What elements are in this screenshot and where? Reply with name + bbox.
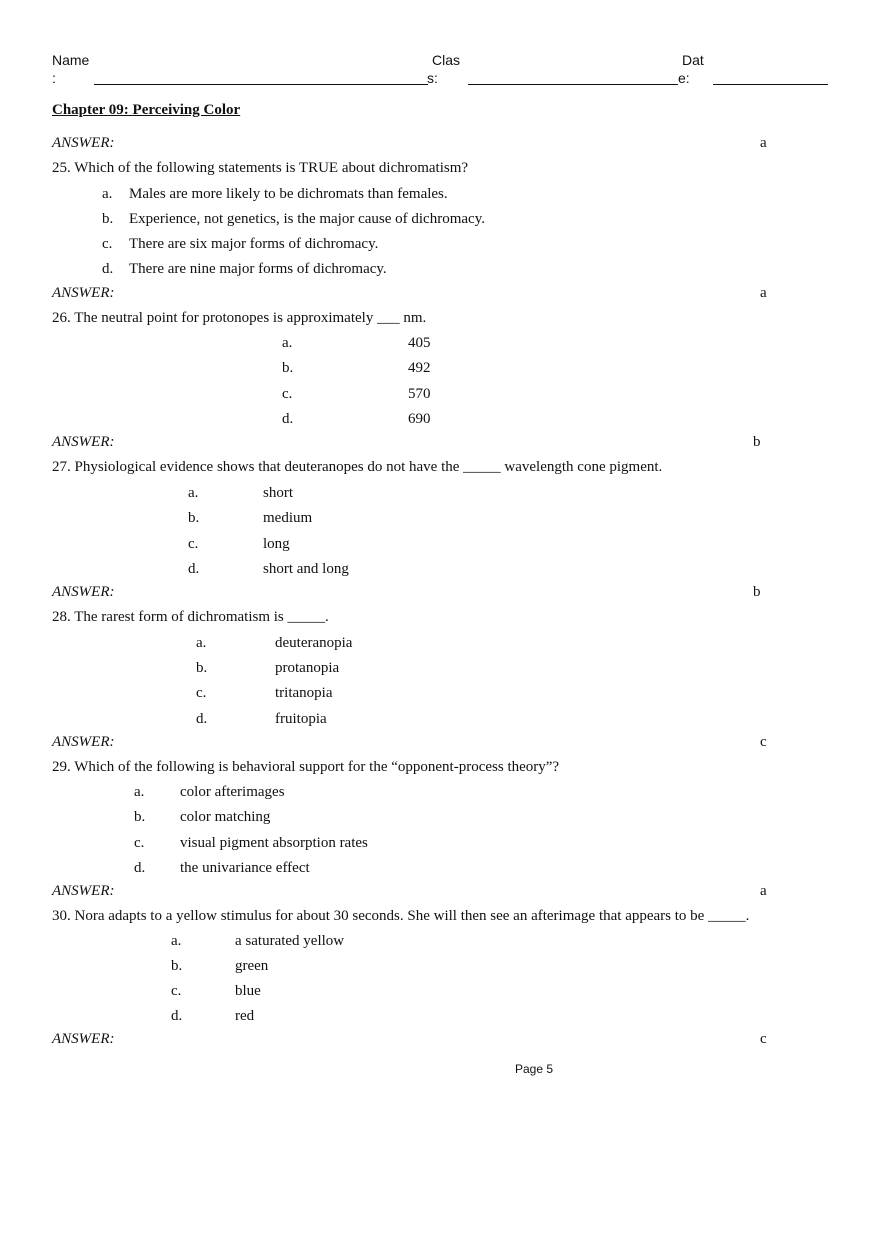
option-letter: d. bbox=[282, 411, 294, 427]
option-text: green bbox=[235, 958, 269, 974]
answer-value: c bbox=[760, 1031, 767, 1047]
option-text: short and long bbox=[263, 561, 349, 577]
answer-value: a bbox=[760, 883, 767, 899]
option-letter: c. bbox=[196, 685, 207, 701]
option-letter: c. bbox=[102, 236, 113, 252]
option-text: There are six major forms of dichromacy. bbox=[129, 236, 379, 252]
option-letter: b. bbox=[171, 958, 183, 974]
answer-label: ANSWER: bbox=[52, 434, 115, 450]
answer-value: b bbox=[753, 434, 761, 450]
question-stem: 29. Which of the following is behavioral support for the “opponent-process theory”? bbox=[52, 759, 560, 775]
class-label-top: Clas bbox=[432, 52, 461, 68]
answer-label: ANSWER: bbox=[52, 584, 115, 600]
option-letter: d. bbox=[134, 860, 146, 876]
answer-label: ANSWER: bbox=[52, 285, 115, 301]
option-letter: a. bbox=[282, 335, 293, 351]
option-text: color afterimages bbox=[180, 784, 285, 800]
question-stem: 30. Nora adapts to a yellow stimulus for about 30 seconds. She will then see an afterimage that appears to be _____. bbox=[52, 908, 750, 924]
answer-label: ANSWER: bbox=[52, 1031, 115, 1047]
option-text: 570 bbox=[408, 386, 431, 402]
option-text: short bbox=[263, 485, 293, 501]
option-letter: a. bbox=[188, 485, 199, 501]
option-text: There are nine major forms of dichromacy. bbox=[129, 261, 387, 277]
answer-value: a bbox=[760, 285, 767, 301]
answer-label: ANSWER: bbox=[52, 135, 115, 151]
option-text: 405 bbox=[408, 335, 431, 351]
option-text: 492 bbox=[408, 360, 431, 376]
option-letter: b. bbox=[282, 360, 294, 376]
option-letter: c. bbox=[134, 835, 145, 851]
option-letter: d. bbox=[196, 711, 208, 727]
date-label-bottom: e: bbox=[678, 70, 690, 86]
option-letter: b. bbox=[134, 809, 146, 825]
answer-label: ANSWER: bbox=[52, 883, 115, 899]
option-letter: b. bbox=[196, 660, 208, 676]
option-letter: a. bbox=[196, 635, 207, 651]
option-text: protanopia bbox=[275, 660, 340, 676]
name-field-line[interactable] bbox=[94, 84, 428, 85]
question-stem: 26. The neutral point for protonopes is approximately ___ nm. bbox=[52, 310, 427, 326]
option-text: Experience, not genetics, is the major cause of dichromacy. bbox=[129, 211, 485, 227]
option-letter: d. bbox=[188, 561, 200, 577]
option-text: fruitopia bbox=[275, 711, 327, 727]
option-text: red bbox=[235, 1008, 255, 1024]
date-field-line[interactable] bbox=[713, 84, 828, 85]
option-text: visual pigment absorption rates bbox=[180, 835, 368, 851]
option-text: a saturated yellow bbox=[235, 933, 345, 949]
answer-value: a bbox=[760, 135, 767, 151]
question-stem: 27. Physiological evidence shows that deuteranopes do not have the _____ wavelength cone pigment. bbox=[52, 459, 663, 475]
date-label-top: Dat bbox=[682, 52, 704, 68]
option-text: medium bbox=[263, 510, 313, 526]
option-letter: c. bbox=[282, 386, 293, 402]
question-stem: 25. Which of the following statements is TRUE about dichromatism? bbox=[52, 160, 469, 176]
option-text: tritanopia bbox=[275, 685, 333, 701]
name-label-bottom: : bbox=[52, 70, 56, 86]
option-text: the univariance effect bbox=[180, 860, 310, 876]
option-letter: a. bbox=[134, 784, 145, 800]
option-text: Males are more likely to be dichromats than females. bbox=[129, 186, 448, 202]
page-number: Page 5 bbox=[515, 1062, 554, 1076]
option-text: 690 bbox=[408, 411, 431, 427]
option-text: deuteranopia bbox=[275, 635, 353, 651]
name-label-top: Name bbox=[52, 52, 90, 68]
option-text: long bbox=[263, 536, 290, 552]
answer-label: ANSWER: bbox=[52, 734, 115, 750]
chapter-title: Chapter 09: Perceiving Color bbox=[52, 102, 241, 118]
question-stem: 28. The rarest form of dichromatism is _____. bbox=[52, 609, 329, 625]
class-field-line[interactable] bbox=[468, 84, 678, 85]
option-letter: d. bbox=[171, 1008, 183, 1024]
option-letter: a. bbox=[102, 186, 113, 202]
option-letter: b. bbox=[102, 211, 114, 227]
class-label-bottom: s: bbox=[427, 70, 438, 86]
option-letter: c. bbox=[188, 536, 199, 552]
option-letter: b. bbox=[188, 510, 200, 526]
option-letter: d. bbox=[102, 261, 114, 277]
option-text: blue bbox=[235, 983, 261, 999]
option-text: color matching bbox=[180, 809, 271, 825]
option-letter: a. bbox=[171, 933, 182, 949]
answer-value: b bbox=[753, 584, 761, 600]
option-letter: c. bbox=[171, 983, 182, 999]
answer-value: c bbox=[760, 734, 767, 750]
